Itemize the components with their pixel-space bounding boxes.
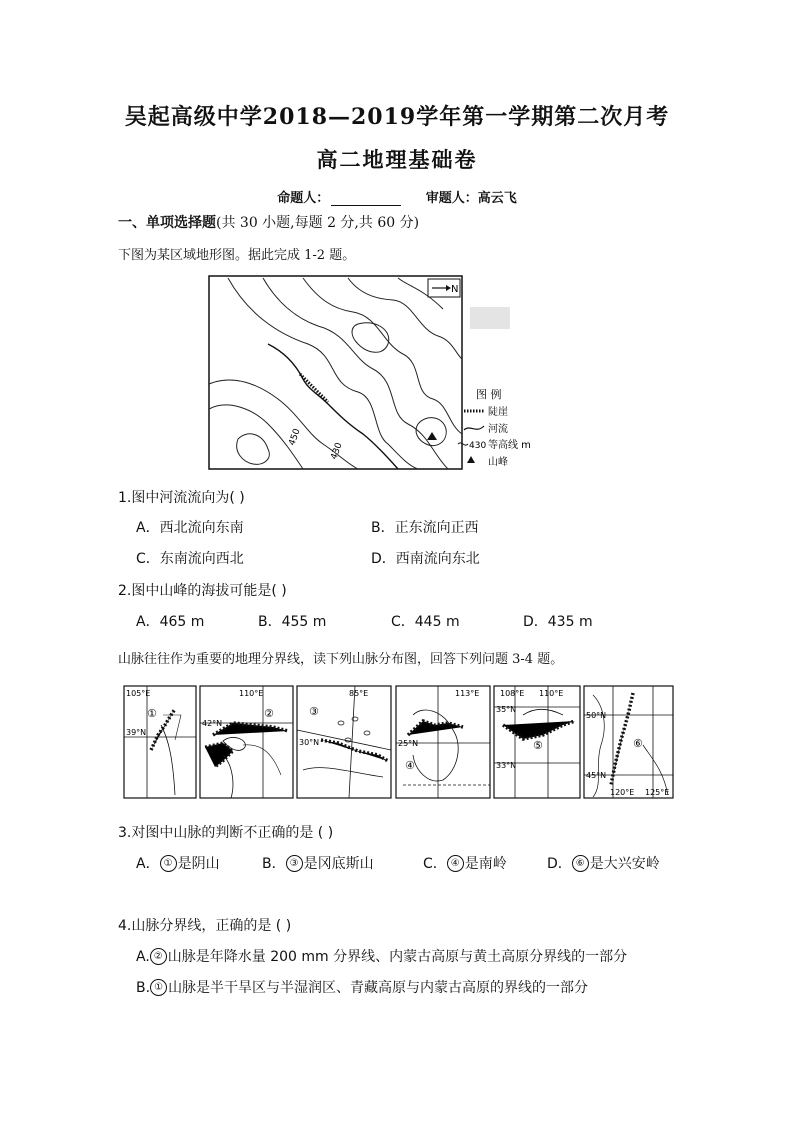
map-panel-4 bbox=[396, 686, 490, 798]
q4-a-prefix: A. bbox=[136, 949, 150, 965]
q1-option-d[interactable]: D．西南流向东北 bbox=[371, 551, 480, 567]
q4-b-text: 山脉是半干旱区与半湿润区、青藏高原与内蒙古高原的界线的一部分 bbox=[168, 980, 589, 996]
q2-stem: 2.图中山峰的海拔可能是( ) bbox=[118, 583, 287, 599]
topographic-map-figure bbox=[208, 274, 540, 472]
section-note: (共 30 小题,每题 2 分,共 60 分) bbox=[216, 215, 420, 231]
panel3-label-lon: 85°E bbox=[349, 689, 369, 698]
legend-contour-value: 430 bbox=[469, 441, 487, 451]
contour-label-450: 450 bbox=[287, 427, 303, 448]
exam-title: 吴起高级中学2018—2019学年第一学期第二次月考 bbox=[124, 104, 670, 130]
panel5-label-lon2: 110°E bbox=[539, 689, 564, 698]
q3-option-d[interactable] bbox=[547, 853, 660, 873]
authors-line bbox=[0, 187, 794, 206]
q3-a-text: 是阴山 bbox=[177, 856, 220, 872]
q3-d-prefix: D． bbox=[547, 856, 572, 872]
author-blank bbox=[331, 192, 401, 206]
legend-river: 河流 bbox=[488, 424, 508, 435]
intro-text-2: 山脉往往作为重要的地理分界线，读下列山脉分布图，回答下列问题 3-4 题。 bbox=[118, 652, 564, 667]
north-label: N bbox=[451, 284, 459, 295]
q4-option-b[interactable] bbox=[136, 977, 696, 997]
q3-b-text: 是冈底斯山 bbox=[303, 856, 374, 872]
q3-b-prefix: B． bbox=[262, 856, 286, 872]
map-panel-2 bbox=[200, 686, 293, 798]
panel2-number: ② bbox=[264, 707, 274, 720]
panel5-label-lon1: 108°E bbox=[500, 689, 525, 698]
blurred-patch bbox=[470, 307, 510, 329]
legend-peak-icon bbox=[467, 456, 475, 463]
panel4-label-lat: 25°N bbox=[398, 739, 419, 748]
q1-stem: 1.图中河流流向为( ) bbox=[118, 490, 245, 506]
legend-peak: 山峰 bbox=[488, 457, 508, 468]
intro-text-1: 下图为某区域地形图。据此完成 1-2 题。 bbox=[118, 248, 356, 263]
q2-option-d[interactable]: D．435 m bbox=[523, 614, 593, 630]
map-legend bbox=[458, 387, 531, 468]
panel6-label-lon1: 120°E bbox=[610, 788, 635, 797]
q3-stem: 3.对图中山脉的判断不正确的是 ( ) bbox=[118, 825, 334, 841]
panel6-label-lat1: 50°N bbox=[586, 711, 607, 720]
panel3-label-lat: 30°N bbox=[299, 738, 320, 747]
circled-number: ② bbox=[150, 948, 167, 965]
circled-number: ④ bbox=[447, 855, 464, 872]
map-panel-5 bbox=[494, 686, 580, 798]
panel1-label-lat: 39°N bbox=[126, 728, 147, 737]
panel3-number: ③ bbox=[309, 705, 319, 718]
panel4-number: ④ bbox=[405, 759, 415, 772]
q3-option-b[interactable] bbox=[262, 853, 374, 873]
panel6-label-lon2: 125°E bbox=[645, 788, 670, 797]
section-title: 一、单项选择题 bbox=[118, 215, 216, 231]
map-panel-6 bbox=[584, 686, 673, 798]
section-heading bbox=[118, 212, 419, 232]
exam-subtitle: 高二地理基础卷 bbox=[316, 147, 478, 172]
legend-contour: 等高线 m bbox=[488, 440, 531, 451]
q1-option-b[interactable]: B．正东流向正西 bbox=[371, 520, 479, 536]
reviewer-label: 审题人：高云飞 bbox=[425, 191, 517, 206]
q4-a-text: 山脉是年降水量 200 mm 分界线、内蒙古高原与黄土高原分界线的一部分 bbox=[167, 949, 628, 965]
contour-label-430: 430 bbox=[329, 441, 345, 462]
q1-option-c[interactable]: C．东南流向西北 bbox=[136, 551, 244, 567]
q3-option-a[interactable] bbox=[136, 853, 220, 873]
circled-number: ③ bbox=[286, 855, 303, 872]
q4-option-a[interactable] bbox=[136, 946, 696, 966]
legend-title: 图 例 bbox=[476, 388, 502, 401]
panel5-label-lat2: 33°N bbox=[496, 761, 517, 770]
circled-number: ① bbox=[150, 979, 167, 996]
map-panel-3 bbox=[297, 686, 391, 798]
panel2-label-lat: 42°N bbox=[202, 719, 223, 728]
panel4-label-lon: 113°E bbox=[455, 689, 480, 698]
panel1-label-lon: 105°E bbox=[126, 689, 151, 698]
mountain-maps-figure bbox=[123, 685, 675, 799]
north-arrow-icon bbox=[428, 279, 460, 297]
q2-option-b[interactable]: B．455 m bbox=[258, 614, 327, 630]
panel5-number: ⑤ bbox=[533, 739, 543, 752]
q2-option-a[interactable]: A．465 m bbox=[136, 614, 205, 630]
q3-c-text: 是南岭 bbox=[464, 856, 507, 872]
q3-a-prefix: A． bbox=[136, 856, 160, 872]
legend-cliff: 陡崖 bbox=[488, 407, 508, 418]
q3-c-prefix: C． bbox=[423, 856, 447, 872]
q2-option-c[interactable]: C．445 m bbox=[391, 614, 460, 630]
q1-option-a[interactable]: A．西北流向东南 bbox=[136, 520, 244, 536]
q4-stem: 4.山脉分界线，正确的是 ( ) bbox=[118, 918, 292, 934]
legend-river-icon bbox=[464, 426, 484, 430]
q3-option-c[interactable] bbox=[423, 853, 507, 873]
q4-b-prefix: B. bbox=[136, 980, 151, 996]
circled-number: ① bbox=[160, 855, 177, 872]
q3-d-text: 是大兴安岭 bbox=[589, 856, 660, 872]
author-label: 命题人： bbox=[277, 191, 330, 206]
panel2-label-lon: 110°E bbox=[239, 689, 264, 698]
circled-number: ⑥ bbox=[572, 855, 589, 872]
panel6-number: ⑥ bbox=[633, 737, 643, 750]
panel1-number: ① bbox=[147, 707, 157, 720]
panel5-label-lat1: 35°N bbox=[496, 705, 517, 714]
map-panel-1 bbox=[124, 686, 196, 798]
panel6-label-lat2: 45°N bbox=[586, 771, 607, 780]
